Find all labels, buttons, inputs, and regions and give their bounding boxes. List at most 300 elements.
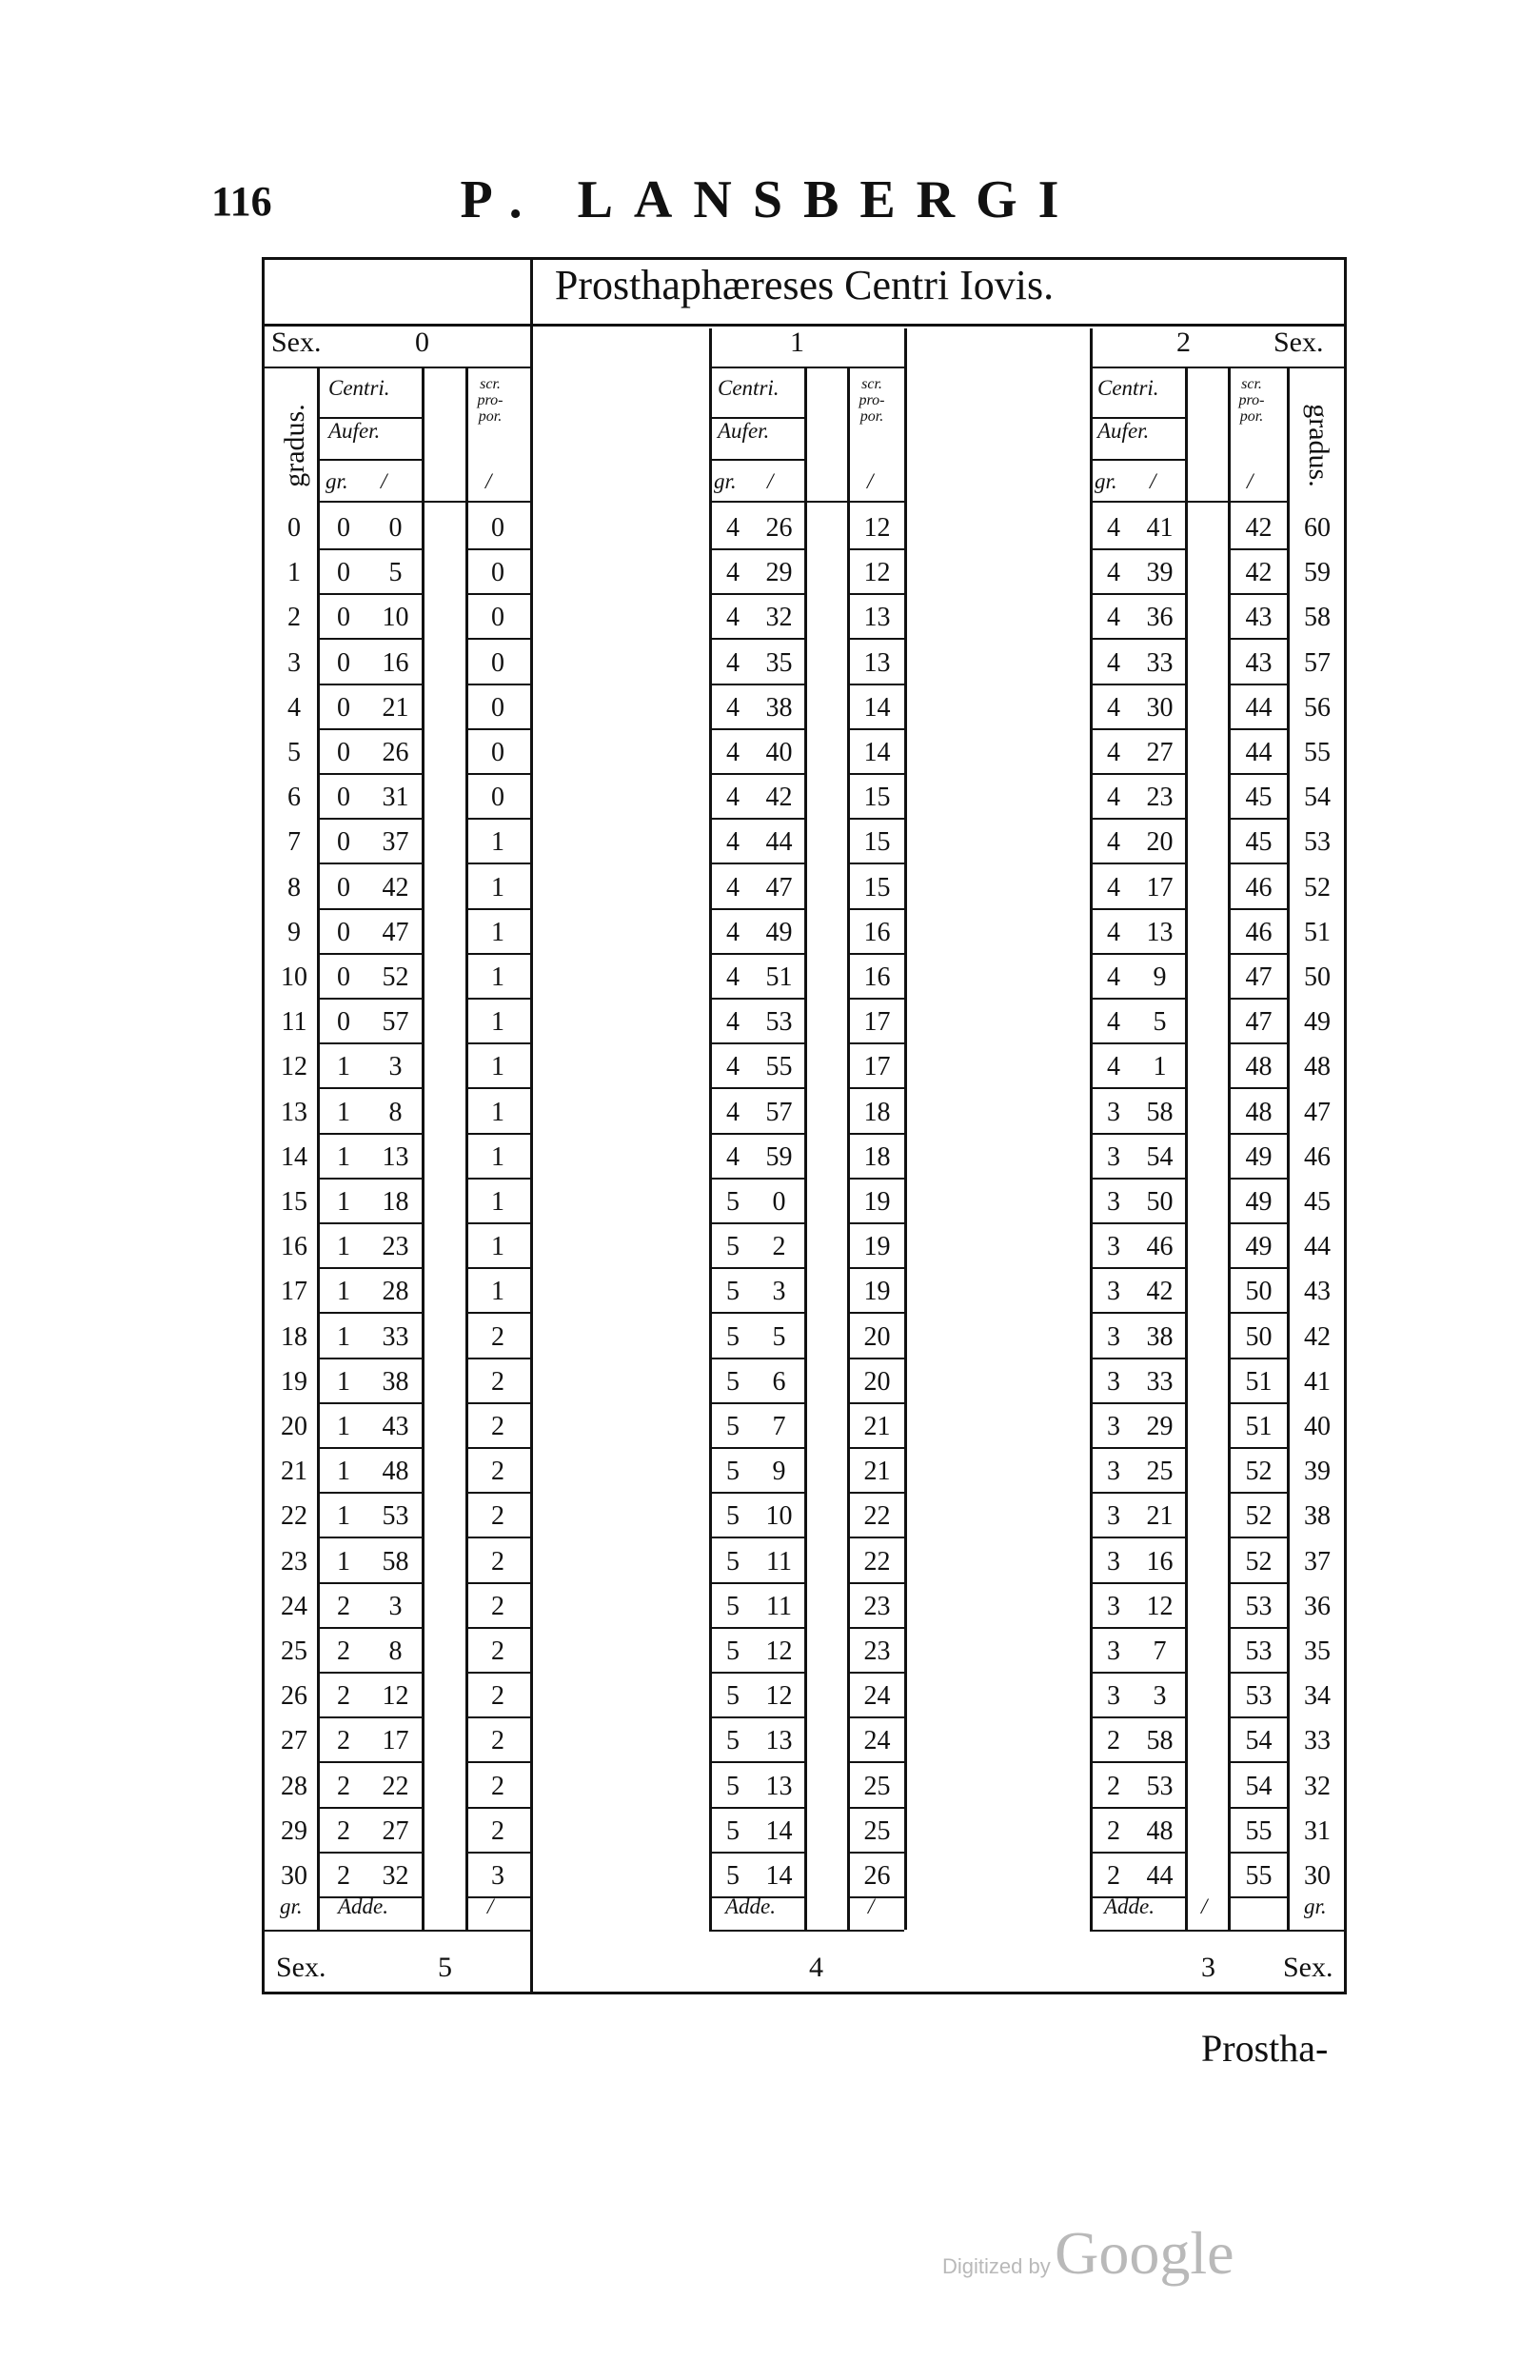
table-cell: 47 xyxy=(1304,1097,1331,1127)
row-rule xyxy=(1090,773,1185,775)
adde-label-1: Adde. xyxy=(725,1894,777,1918)
table-cell: 5 xyxy=(726,1232,740,1262)
table-cell: 52 xyxy=(1304,872,1331,902)
table-cell: 3 xyxy=(1107,1636,1120,1666)
row-rule xyxy=(847,1492,904,1494)
table-cell: 3 xyxy=(1107,1097,1120,1127)
table-cell: 15 xyxy=(281,1187,307,1217)
table-cell: 5 xyxy=(1153,1007,1167,1038)
row-rule xyxy=(1228,1896,1287,1898)
table-cell: 12 xyxy=(863,513,891,543)
table-cell: 48 xyxy=(1245,1052,1273,1082)
table-cell: 17 xyxy=(1146,872,1174,902)
row-rule xyxy=(465,1896,530,1898)
table-cell: 54 xyxy=(1245,1771,1273,1801)
table-cell: 25 xyxy=(863,1815,891,1846)
row-rule xyxy=(1228,1178,1287,1180)
row-rule xyxy=(1090,1492,1185,1494)
table-cell: 5 xyxy=(726,1815,740,1846)
table-cell: 13 xyxy=(281,1097,307,1127)
table-cell: 0 xyxy=(337,603,350,633)
table-cell: 53 xyxy=(382,1501,409,1532)
row-rule xyxy=(847,593,904,595)
row-rule xyxy=(709,548,804,550)
row-rule xyxy=(317,684,422,685)
table-cell: 23 xyxy=(863,1591,891,1621)
table-cell: 16 xyxy=(382,647,409,678)
table-cell: 18 xyxy=(281,1321,307,1352)
table-cell: 52 xyxy=(1245,1457,1273,1487)
row-rule xyxy=(465,1761,530,1763)
table-cell: 5 xyxy=(726,1412,740,1441)
top-sex-label-right: Sex. xyxy=(1273,327,1324,358)
row-rule xyxy=(317,638,422,640)
table-cell: 1 xyxy=(337,1141,350,1172)
row-rule xyxy=(317,773,422,775)
row-rule xyxy=(465,1627,530,1629)
bottom-rule-mid xyxy=(709,1930,904,1932)
table-cell: 5 xyxy=(726,1321,740,1352)
table-cell: 2 xyxy=(491,1546,504,1577)
row-rule xyxy=(317,728,422,730)
row-rule xyxy=(847,1358,904,1359)
table-cell: 7 xyxy=(287,827,301,858)
row-rule xyxy=(1228,1672,1287,1674)
table-cell: 13 xyxy=(765,1771,793,1801)
table-cell: 1 xyxy=(491,1232,504,1262)
catchword: Prostha- xyxy=(1201,2027,1329,2070)
table-cell: 19 xyxy=(863,1187,891,1217)
aufer-rule-0 xyxy=(319,459,422,461)
row-rule xyxy=(847,1178,904,1180)
table-cell: 30 xyxy=(1146,692,1174,723)
table-cell: 8 xyxy=(287,872,301,902)
table-cell: 26 xyxy=(281,1681,307,1712)
table-cell: 23 xyxy=(281,1546,307,1577)
table-cell: 13 xyxy=(863,647,891,678)
row-rule xyxy=(317,908,422,910)
row-rule xyxy=(1228,773,1287,775)
table-cell: 6 xyxy=(287,783,301,813)
table-cell: 14 xyxy=(863,738,891,767)
scr-min-header-2: / xyxy=(1247,469,1254,493)
table-cell: 0 xyxy=(337,558,350,588)
table-cell: 57 xyxy=(765,1097,793,1127)
table-cell: 15 xyxy=(863,827,891,858)
table-cell: 4 xyxy=(726,917,740,947)
table-cell: 44 xyxy=(1245,692,1273,723)
table-title: Prosthaphæreses Centri Iovis. xyxy=(554,262,1055,308)
table-cell: 50 xyxy=(1146,1187,1174,1217)
row-rule xyxy=(1090,638,1185,640)
table-cell: 2 xyxy=(337,1636,350,1666)
row-rule xyxy=(465,863,530,864)
table-cell: 1 xyxy=(337,1366,350,1397)
row-rule xyxy=(709,728,804,730)
table-cell: 2 xyxy=(491,1412,504,1441)
row-rule xyxy=(465,998,530,1000)
table-cell: 13 xyxy=(1146,917,1174,947)
row-rule xyxy=(465,1402,530,1404)
row-rule xyxy=(1228,728,1287,730)
row-rule xyxy=(1228,1537,1287,1538)
row-rule xyxy=(1228,1402,1287,1404)
table-cell: 12 xyxy=(281,1052,307,1082)
table-cell: 2 xyxy=(337,1681,350,1712)
row-rule xyxy=(709,1807,804,1809)
row-rule xyxy=(465,593,530,595)
centri-header-1: Centri. xyxy=(718,376,780,400)
table-cell: 17 xyxy=(863,1052,891,1082)
google-logo: Google xyxy=(1055,2219,1234,2287)
col-rule-min-1 xyxy=(804,367,807,1930)
table-cell: 2 xyxy=(491,1726,504,1756)
table-cell: 20 xyxy=(281,1412,307,1441)
table-cell: 21 xyxy=(863,1457,891,1487)
table-cell: 33 xyxy=(382,1321,409,1352)
table-cell: 30 xyxy=(281,1861,307,1891)
table-cell: 32 xyxy=(765,603,793,633)
table-cell: 0 xyxy=(491,738,504,767)
header-rule-1 xyxy=(709,501,904,503)
table-cell: 1 xyxy=(337,1097,350,1127)
row-rule xyxy=(465,773,530,775)
table-cell: 0 xyxy=(337,692,350,723)
table-cell: 30 xyxy=(1304,1861,1331,1891)
table-cell: 0 xyxy=(491,783,504,813)
centri-header-2: Centri. xyxy=(1097,376,1159,400)
table-cell: 4 xyxy=(1107,647,1120,678)
row-rule xyxy=(847,1402,904,1404)
table-cell: 0 xyxy=(337,1007,350,1038)
table-cell: 4 xyxy=(1107,513,1120,543)
row-rule xyxy=(465,1492,530,1494)
table-cell: 11 xyxy=(766,1546,792,1577)
table-cell: 1 xyxy=(337,1232,350,1262)
row-rule xyxy=(317,1133,422,1135)
table-cell: 33 xyxy=(1304,1726,1331,1756)
table-cell: 4 xyxy=(1107,1052,1120,1082)
table-cell: 13 xyxy=(765,1726,793,1756)
table-cell: 5 xyxy=(726,1277,740,1307)
row-rule xyxy=(317,1761,422,1763)
aufer-rule-2 xyxy=(1090,459,1185,461)
row-rule xyxy=(709,1672,804,1674)
table-cell: 59 xyxy=(765,1141,793,1172)
table-cell: 33 xyxy=(1146,1366,1174,1397)
row-rule xyxy=(317,1807,422,1809)
table-cell: 20 xyxy=(863,1366,891,1397)
row-rule xyxy=(317,1582,422,1584)
row-rule xyxy=(847,998,904,1000)
table-cell: 2 xyxy=(337,1591,350,1621)
row-rule xyxy=(847,1807,904,1809)
table-cell: 46 xyxy=(1304,1141,1331,1172)
table-cell: 4 xyxy=(1107,1007,1120,1038)
row-rule xyxy=(1228,1761,1287,1763)
table-cell: 4 xyxy=(1107,738,1120,767)
bottom-sex-value-1: 4 xyxy=(809,1952,823,1983)
table-cell: 14 xyxy=(863,692,891,723)
table-cell: 3 xyxy=(287,647,301,678)
gr-header-0: gr. xyxy=(326,469,348,493)
row-rule xyxy=(1228,818,1287,820)
header-rule-0 xyxy=(317,501,530,503)
table-cell: 31 xyxy=(382,783,409,813)
table-cell: 2 xyxy=(491,1636,504,1666)
table-cell: 37 xyxy=(1304,1546,1331,1577)
table-cell: 60 xyxy=(1304,513,1331,543)
gradus-header-left: gradus. xyxy=(279,404,310,487)
table-cell: 12 xyxy=(765,1681,793,1712)
table-cell: 4 xyxy=(1107,692,1120,723)
table-cell: 38 xyxy=(765,692,793,723)
row-rule xyxy=(1228,1716,1287,1718)
table-cell: 28 xyxy=(281,1771,307,1801)
table-cell: 8 xyxy=(388,1097,403,1127)
table-cell: 58 xyxy=(1304,603,1331,633)
table-cell: 3 xyxy=(1107,1277,1120,1307)
table-cell: 44 xyxy=(1304,1232,1331,1262)
table-cell: 2 xyxy=(337,1861,350,1891)
table-cell: 1 xyxy=(491,1187,504,1217)
aufer-header-1: Aufer. xyxy=(718,419,770,443)
scr-header-0: scr. pro- por. xyxy=(477,376,503,425)
table-cell: 47 xyxy=(1245,962,1273,992)
table-cell: 32 xyxy=(382,1861,409,1891)
table-cell: 48 xyxy=(1146,1815,1174,1846)
table-cell: 47 xyxy=(765,872,793,902)
row-rule xyxy=(465,1852,530,1854)
table-cell: 49 xyxy=(1245,1187,1273,1217)
table-cell: 1 xyxy=(491,1141,504,1172)
row-rule xyxy=(847,1312,904,1314)
row-rule xyxy=(1090,728,1185,730)
table-cell: 43 xyxy=(1245,647,1273,678)
table-cell: 5 xyxy=(726,1591,740,1621)
bottom-sex-value-0: 5 xyxy=(438,1952,452,1983)
row-rule xyxy=(1090,998,1185,1000)
row-rule xyxy=(465,1447,530,1449)
table-cell: 4 xyxy=(726,603,740,633)
row-rule xyxy=(1090,1402,1185,1404)
row-rule xyxy=(1228,684,1287,685)
table-cell: 53 xyxy=(1245,1591,1273,1621)
bottom-rule-left xyxy=(262,1930,530,1932)
table-cell: 22 xyxy=(863,1546,891,1577)
adde-label-2: Adde. xyxy=(1104,1894,1155,1918)
table-cell: 18 xyxy=(863,1097,891,1127)
row-rule xyxy=(847,863,904,864)
table-cell: 40 xyxy=(1304,1412,1331,1441)
row-rule xyxy=(847,1761,904,1763)
table-cell: 5 xyxy=(726,1771,740,1801)
table-cell: 4 xyxy=(1107,962,1120,992)
table-cell: 4 xyxy=(1107,603,1120,633)
table-cell: 3 xyxy=(1107,1546,1120,1577)
table-cell: 10 xyxy=(382,603,409,633)
table-cell: 2 xyxy=(1107,1815,1120,1846)
table-cell: 45 xyxy=(1245,827,1273,858)
table-cell: 54 xyxy=(1245,1726,1273,1756)
col-rule-min-0 xyxy=(422,367,424,1930)
row-rule xyxy=(465,1222,530,1224)
table-cell: 52 xyxy=(1245,1501,1273,1532)
table-cell: 25 xyxy=(281,1636,307,1666)
table-cell: 4 xyxy=(726,647,740,678)
row-rule xyxy=(465,1267,530,1269)
row-rule xyxy=(1090,1716,1185,1718)
table-cell: 45 xyxy=(1304,1187,1331,1217)
table-cell: 2 xyxy=(491,1457,504,1487)
aufer-header-2: Aufer. xyxy=(1097,419,1150,443)
row-rule xyxy=(847,728,904,730)
table-cell: 1 xyxy=(491,917,504,947)
table-cell: 3 xyxy=(1107,1457,1120,1487)
table-cell: 24 xyxy=(863,1681,891,1712)
table-cell: 27 xyxy=(382,1815,409,1846)
table-cell: 26 xyxy=(765,513,793,543)
table-cell: 21 xyxy=(863,1412,891,1441)
table-cell: 36 xyxy=(1304,1591,1331,1621)
row-rule xyxy=(847,1222,904,1224)
row-rule xyxy=(1090,1358,1185,1359)
row-rule xyxy=(317,953,422,955)
row-rule xyxy=(1090,1672,1185,1674)
row-rule xyxy=(709,1761,804,1763)
row-rule xyxy=(1090,908,1185,910)
row-rule xyxy=(465,1087,530,1089)
row-rule xyxy=(1090,1133,1185,1135)
table-cell: 0 xyxy=(491,647,504,678)
table-cell: 42 xyxy=(1304,1321,1331,1352)
table-cell: 44 xyxy=(1245,738,1273,767)
row-rule xyxy=(1228,548,1287,550)
row-rule xyxy=(1228,1042,1287,1044)
table-cell: 55 xyxy=(1245,1861,1273,1891)
row-rule xyxy=(709,818,804,820)
row-rule xyxy=(847,684,904,685)
top-sex-value-0: 0 xyxy=(415,327,429,358)
row-rule xyxy=(1228,908,1287,910)
table-cell: 14 xyxy=(765,1815,793,1846)
table-cell: 25 xyxy=(1146,1457,1174,1487)
bottom-sex-label-right: Sex. xyxy=(1283,1952,1333,1983)
row-rule xyxy=(1090,863,1185,864)
min-header-0: / xyxy=(381,469,387,493)
digitized-watermark xyxy=(942,2218,1234,2289)
row-rule xyxy=(847,1852,904,1854)
table-cell: 4 xyxy=(726,692,740,723)
table-cell: 1 xyxy=(491,1097,504,1127)
table-cell: 53 xyxy=(1245,1636,1273,1666)
row-rule xyxy=(1228,1582,1287,1584)
row-rule xyxy=(709,908,804,910)
table-cell: 3 xyxy=(1107,1681,1120,1712)
table-cell: 10 xyxy=(765,1501,793,1532)
row-rule xyxy=(1090,684,1185,685)
table-cell: 16 xyxy=(863,917,891,947)
table-cell: 5 xyxy=(726,1636,740,1666)
table-cell: 4 xyxy=(287,692,301,723)
table-cell: 26 xyxy=(382,738,409,767)
table-cell: 52 xyxy=(1245,1546,1273,1577)
row-rule xyxy=(709,1178,804,1180)
table-cell: 12 xyxy=(1146,1591,1174,1621)
table-cell: 43 xyxy=(1245,603,1273,633)
bottom-gr-right: gr. xyxy=(1304,1894,1327,1918)
table-cell: 0 xyxy=(337,738,350,767)
table-cell: 43 xyxy=(382,1412,409,1441)
table-cell: 27 xyxy=(281,1726,307,1756)
row-rule xyxy=(1090,1447,1185,1449)
table-cell: 21 xyxy=(1146,1501,1174,1532)
table-cell: 5 xyxy=(726,1861,740,1891)
table-cell: 0 xyxy=(491,692,504,723)
table-cell: 1 xyxy=(337,1412,350,1441)
col-rule-min-2 xyxy=(1185,367,1188,1930)
table-cell: 5 xyxy=(388,558,403,588)
row-rule xyxy=(317,1447,422,1449)
table-cell: 5 xyxy=(726,1366,740,1397)
table-cell: 53 xyxy=(765,1007,793,1038)
row-rule xyxy=(317,1672,422,1674)
table-cell: 4 xyxy=(726,1052,740,1082)
table-cell: 14 xyxy=(281,1141,307,1172)
table-cell: 51 xyxy=(765,962,793,992)
table-cell: 5 xyxy=(726,1457,740,1487)
table-cell: 15 xyxy=(863,783,891,813)
row-rule xyxy=(847,953,904,955)
row-rule xyxy=(1090,1627,1185,1629)
row-rule xyxy=(1228,1222,1287,1224)
table-cell: 54 xyxy=(1146,1141,1174,1172)
table-cell: 2 xyxy=(1107,1771,1120,1801)
table-cell: 0 xyxy=(491,513,504,543)
table-cell: 4 xyxy=(726,513,740,543)
gradus-header-right: gradus. xyxy=(1303,404,1334,487)
table-cell: 0 xyxy=(337,783,350,813)
row-rule xyxy=(317,1492,422,1494)
table-cell: 28 xyxy=(382,1277,409,1307)
table-cell: 0 xyxy=(337,872,350,902)
header-rule-2 xyxy=(1090,501,1287,503)
row-rule xyxy=(1090,818,1185,820)
table-cell: 36 xyxy=(1146,603,1174,633)
table-cell: 38 xyxy=(1304,1501,1331,1532)
row-rule xyxy=(1228,1492,1287,1494)
table-cell: 1 xyxy=(337,1501,350,1532)
table-cell: 3 xyxy=(388,1052,403,1082)
table-cell: 12 xyxy=(765,1636,793,1666)
table-cell: 21 xyxy=(382,692,409,723)
row-rule xyxy=(709,1852,804,1854)
table-cell: 12 xyxy=(863,558,891,588)
table-cell: 41 xyxy=(1304,1366,1331,1397)
table-cell: 55 xyxy=(765,1052,793,1082)
bottom-sex-value-2: 3 xyxy=(1201,1952,1215,1983)
table-cell: 17 xyxy=(863,1007,891,1038)
table-cell: 1 xyxy=(337,1546,350,1577)
table-cell: 35 xyxy=(765,647,793,678)
row-rule xyxy=(465,684,530,685)
table-cell: 1 xyxy=(337,1277,350,1307)
row-rule xyxy=(1090,1178,1185,1180)
table-cell: 1 xyxy=(337,1052,350,1082)
row-rule xyxy=(1090,1537,1185,1538)
adde-min-1: / xyxy=(868,1894,875,1918)
table-cell: 29 xyxy=(765,558,793,588)
